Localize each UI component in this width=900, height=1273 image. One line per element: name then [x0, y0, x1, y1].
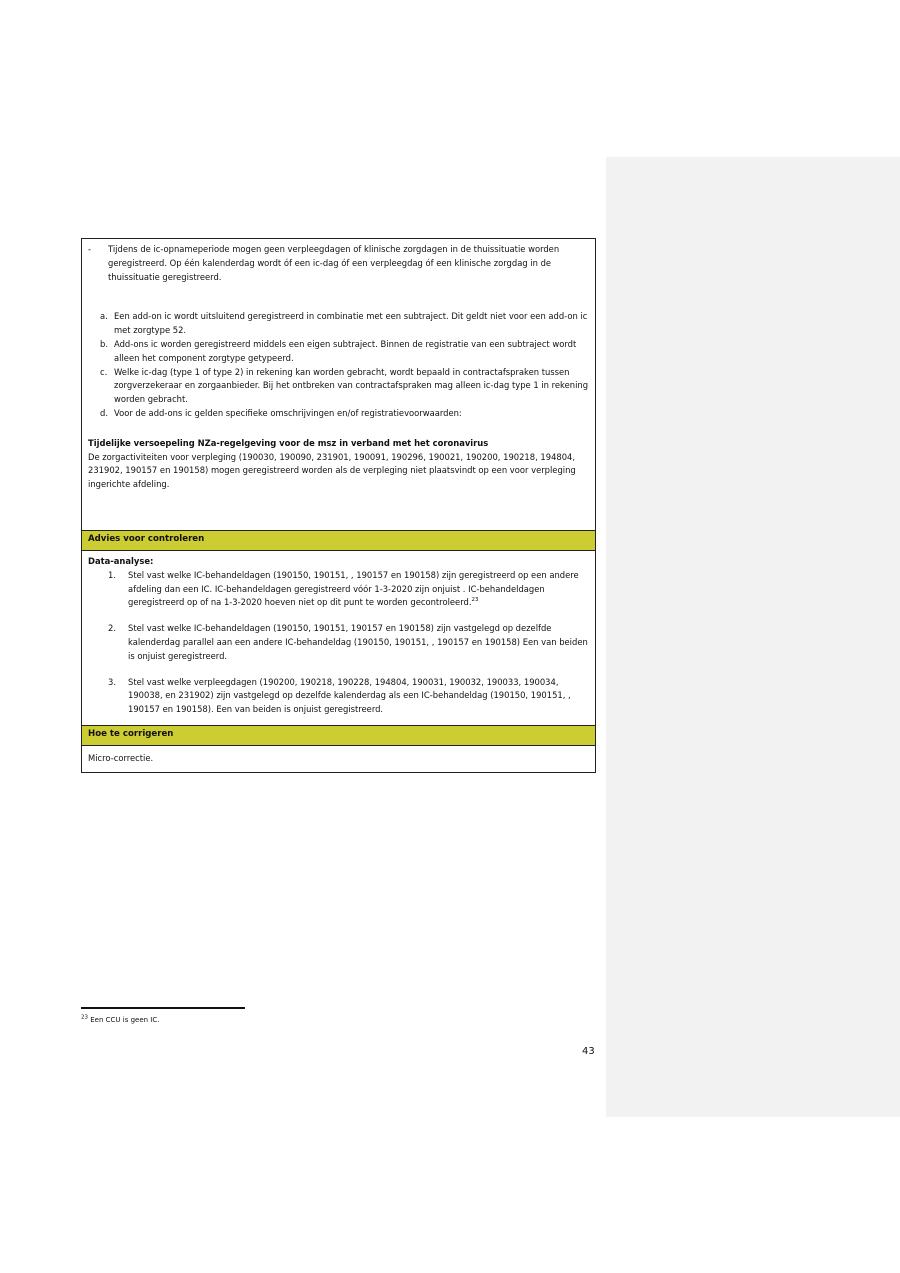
footnote-number: 23 — [81, 1014, 88, 1021]
alpha-marker: a. — [100, 311, 108, 322]
analysis-text: Stel vast welke verpleegdagen (190200, 190218, 190228, 194804, 190031, 190032, 190033, 190034, 190038, en 231902) zijn vastgelegd op dezelfde kalenderdag als een IC-behandeldag (190150, 190151, , 190157 en 190158). Een van beiden is onjuist geregistreerd. — [128, 676, 571, 715]
alpha-list — [88, 310, 589, 420]
corona-subheading: Tijdelijke versoepeling NZa-regelgeving voor de msz in verband met het coronavirus — [88, 437, 489, 448]
alpha-item — [100, 366, 589, 407]
analysis-text-body: Stel vast welke IC-behandeldagen (190150, 190151, , 190157 en 190158) zijn geregistreerd op een andere afdeling dan een IC. IC-behandeldagen geregistreerd vóór 1-3-2020 zijn onjuist . IC-behandeldagen geregistreerd op of na 1-3-2020 hoeven niet op dit punt te worden gecontroleerd. — [128, 569, 579, 608]
advies-heading: Advies voor controleren — [82, 531, 595, 551]
alpha-text: Add-ons ic worden geregistreerd middels een eigen subtraject. Binnen de registratie van een subtraject wordt alleen het component zorgtype getypeerd. — [114, 338, 577, 363]
comment-margin-panel — [606, 157, 900, 1117]
analysis-marker: 3. — [108, 676, 116, 687]
bullet-item — [88, 243, 589, 284]
corona-paragraph: De zorgactiviteiten voor verpleging (190030, 190090, 231901, 190091, 190296, 190021, 190200, 190218, 194804, 231902, 190157 en 190158) mogen geregistreerd worden als de verpleging niet plaatsvindt op een voor verpleging ingerichte afdeling. — [88, 451, 576, 490]
bullet-text: Tijdens de ic-opnameperiode mogen geen verpleegdagen of klinische zorgdagen in de thuissituatie worden geregistreerd. Op één kalenderdag wordt óf een ic-dag óf een verpleegdag óf een klinische zorgdag in de thuissituatie geregistreerd. — [108, 244, 560, 282]
alpha-text: Voor de add-ons ic gelden specifieke omschrijvingen en/of registratievoorwaarden: — [114, 407, 462, 418]
controle-table — [81, 238, 596, 773]
alpha-marker: c. — [100, 366, 108, 377]
analysis-marker: 2. — [108, 623, 116, 634]
footnote-divider — [81, 1007, 245, 1009]
alpha-text: Welke ic-dag (type 1 of type 2) in rekening kan worden gebracht, wordt bepaald in contractafspraken tussen zorgverzekeraar en zorgaanbieder. Bij het ontbreken van contractafspraken mag alleen ic-dag type 1 in rekening worden gebracht. — [114, 366, 589, 405]
alpha-text: Een add-on ic wordt uitsluitend geregistreerd in combinatie met een subtraject. Dit geldt niet voor een add-on ic met zorgtype 52. — [114, 311, 588, 336]
page-number: 43 — [582, 1046, 595, 1057]
alpha-item — [100, 310, 589, 338]
regulation-cell — [82, 239, 595, 531]
corrigeren-heading: Hoe te corrigeren — [82, 726, 595, 746]
footnote-text: Een CCU is geen IC. — [90, 1016, 160, 1024]
footnote — [81, 1016, 159, 1024]
analysis-label: Data-analyse: — [88, 555, 154, 566]
analysis-cell — [82, 551, 595, 726]
corrigeren-text: Micro-correctie. — [88, 752, 154, 763]
alpha-item — [100, 407, 589, 421]
bullet-marker: - — [88, 244, 92, 254]
analysis-text — [128, 569, 589, 610]
footnote-reference[interactable]: 23 — [471, 597, 479, 604]
analysis-text: Stel vast welke IC-behandeldagen (190150, 190151, 190157 en 190158) zijn vastgelegd op dezelfde kalenderdag parallel aan een andere IC-behandeldag (190150, 190151, , 190157 en 190158) Een van beiden is onjuist geregistreerd. — [128, 623, 588, 661]
analysis-item — [88, 676, 589, 717]
alpha-marker: d. — [100, 407, 108, 418]
alpha-item — [100, 338, 589, 366]
alpha-marker: b. — [100, 338, 108, 349]
analysis-marker: 1. — [108, 569, 116, 580]
analysis-item — [88, 569, 589, 610]
analysis-item — [88, 622, 589, 663]
